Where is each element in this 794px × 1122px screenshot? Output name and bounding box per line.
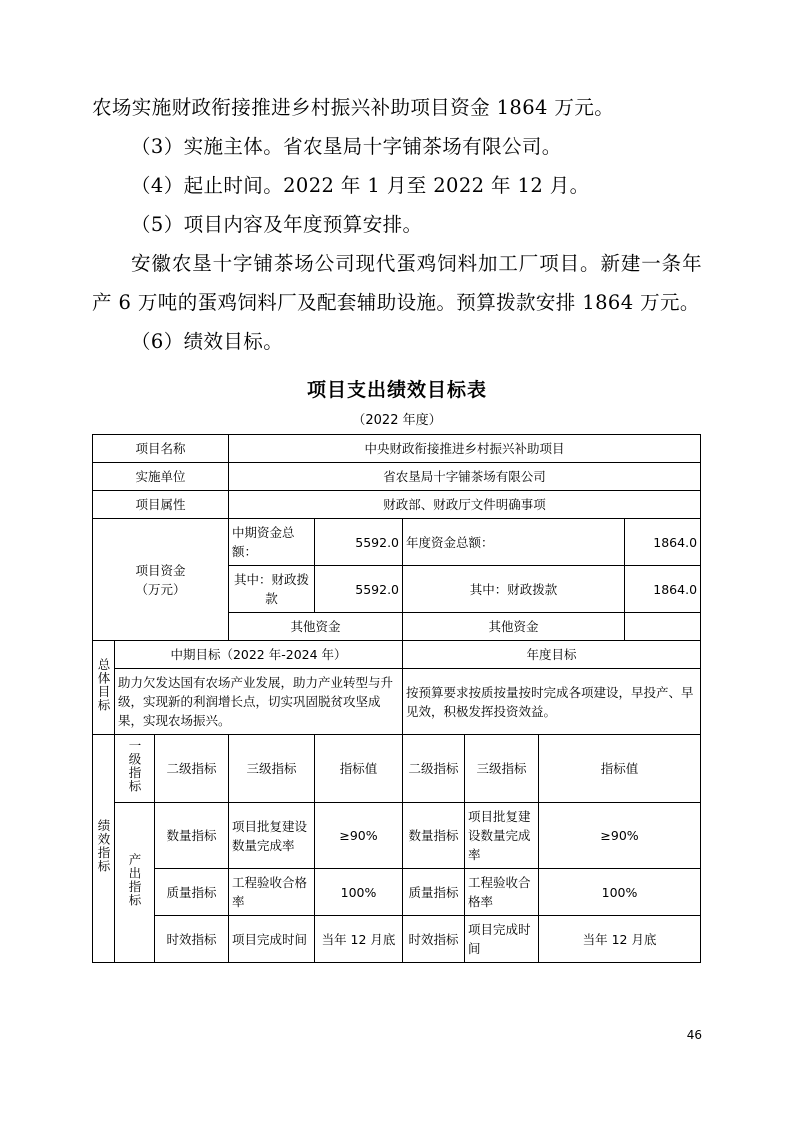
level3-left: 项目批复建设数量完成率 <box>229 803 315 869</box>
unit-value: 省农垦局十字铺茶场有限公司 <box>229 463 701 491</box>
value-right: ≥90% <box>539 803 701 869</box>
mid-alloc-label: 其中：财政拨款 <box>229 566 315 613</box>
level1-header: 一级指标 <box>115 735 155 803</box>
value-left: 100% <box>315 869 403 916</box>
table-row <box>93 641 701 669</box>
output-index-label: 产出指标 <box>115 803 155 963</box>
table-row <box>93 803 701 869</box>
level2-header-left: 二级指标 <box>155 735 229 803</box>
mid-total-value: 5592.0 <box>315 519 403 566</box>
table-row <box>93 916 701 963</box>
funds-label <box>93 519 229 641</box>
table-title: 项目支出绩效目标表 <box>306 379 487 401</box>
year-total-label: 年度资金总额： <box>403 519 625 566</box>
level2-left: 时效指标 <box>155 916 229 963</box>
table-row <box>93 491 701 519</box>
paragraph-1: 农场实施财政衔接推进乡村振兴补助项目资金 1864 万元。 <box>92 96 615 119</box>
other-funds-value-right <box>625 613 701 641</box>
year-alloc-label: 其中：财政拨款 <box>403 566 625 613</box>
other-funds-label-right: 其他资金 <box>403 613 625 641</box>
level3-header-right: 三级指标 <box>465 735 539 803</box>
other-funds-label-left: 其他资金 <box>229 613 403 641</box>
performance-index-label: 绩效指标 <box>93 735 115 963</box>
table-row <box>93 669 701 735</box>
paragraph-5: 安徽农垦十字铺茶场公司现代蛋鸡饲料加工厂项目。新建一条年产 6 万吨的蛋鸡饲料厂及配套辅助设施。预算拨款安排 1864 万元。 <box>92 252 702 314</box>
table-row <box>93 435 701 463</box>
unit-label: 实施单位 <box>93 463 229 491</box>
mid-total-label: 中期资金总额： <box>229 519 315 566</box>
paragraph-4: （5）项目内容及年度预算安排。 <box>131 213 423 236</box>
level3-header-left: 三级指标 <box>229 735 315 803</box>
performance-target-table <box>92 434 701 963</box>
value-right: 100% <box>539 869 701 916</box>
level3-left: 项目完成时间 <box>229 916 315 963</box>
attribute-label: 项目属性 <box>93 491 229 519</box>
project-name-value: 中央财政衔接推进乡村振兴补助项目 <box>229 435 701 463</box>
paragraph-3: （4）起止时间。2022 年 1 月至 2022 年 12 月。 <box>131 174 590 197</box>
funds-label-line2: （万元） <box>135 581 186 597</box>
table-row <box>93 735 701 803</box>
table-row <box>93 519 701 566</box>
value-header-left: 指标值 <box>315 735 403 803</box>
table-subtitle: （2022 年度） <box>352 413 442 428</box>
page-number: 46 <box>686 1028 702 1042</box>
table-row <box>93 463 701 491</box>
page-content <box>92 88 702 963</box>
value-right: 当年 12 月底 <box>539 916 701 963</box>
paragraph-6: （6）绩效目标。 <box>131 330 284 353</box>
level2-left: 质量指标 <box>155 869 229 916</box>
year-goal-text: 按预算要求按质按量按时完成各项建设，早投产、早见效，积极发挥投资效益。 <box>403 669 701 735</box>
level3-right: 工程验收合格率 <box>465 869 539 916</box>
level3-left: 工程验收合格率 <box>229 869 315 916</box>
value-left: 当年 12 月底 <box>315 916 403 963</box>
level2-right: 数量指标 <box>403 803 465 869</box>
level3-right: 项目完成时间 <box>465 916 539 963</box>
year-goal-header: 年度目标 <box>403 641 701 669</box>
year-total-value: 1864.0 <box>625 519 701 566</box>
funds-label-line1: 项目资金 <box>135 562 186 578</box>
overall-goal-label: 总体目标 <box>93 641 115 735</box>
level2-header-right: 二级指标 <box>403 735 465 803</box>
value-header-right: 指标值 <box>539 735 701 803</box>
level2-right: 质量指标 <box>403 869 465 916</box>
paragraph-2: （3）实施主体。省农垦局十字铺茶场有限公司。 <box>131 135 562 158</box>
level2-right: 时效指标 <box>403 916 465 963</box>
year-alloc-value: 1864.0 <box>625 566 701 613</box>
mid-goal-text: 助力欠发达国有农场产业发展，助力产业转型与升级，实现新的利润增长点，切实巩固脱贫攻坚成果，实现农场振兴。 <box>115 669 403 735</box>
mid-alloc-value: 5592.0 <box>315 566 403 613</box>
project-name-label: 项目名称 <box>93 435 229 463</box>
value-left: ≥90% <box>315 803 403 869</box>
table-row <box>93 869 701 916</box>
mid-goal-header: 中期目标（2022 年-2024 年） <box>115 641 403 669</box>
attribute-value: 财政部、财政厅文件明确事项 <box>229 491 701 519</box>
level3-right: 项目批复建设数量完成率 <box>465 803 539 869</box>
level2-left: 数量指标 <box>155 803 229 869</box>
